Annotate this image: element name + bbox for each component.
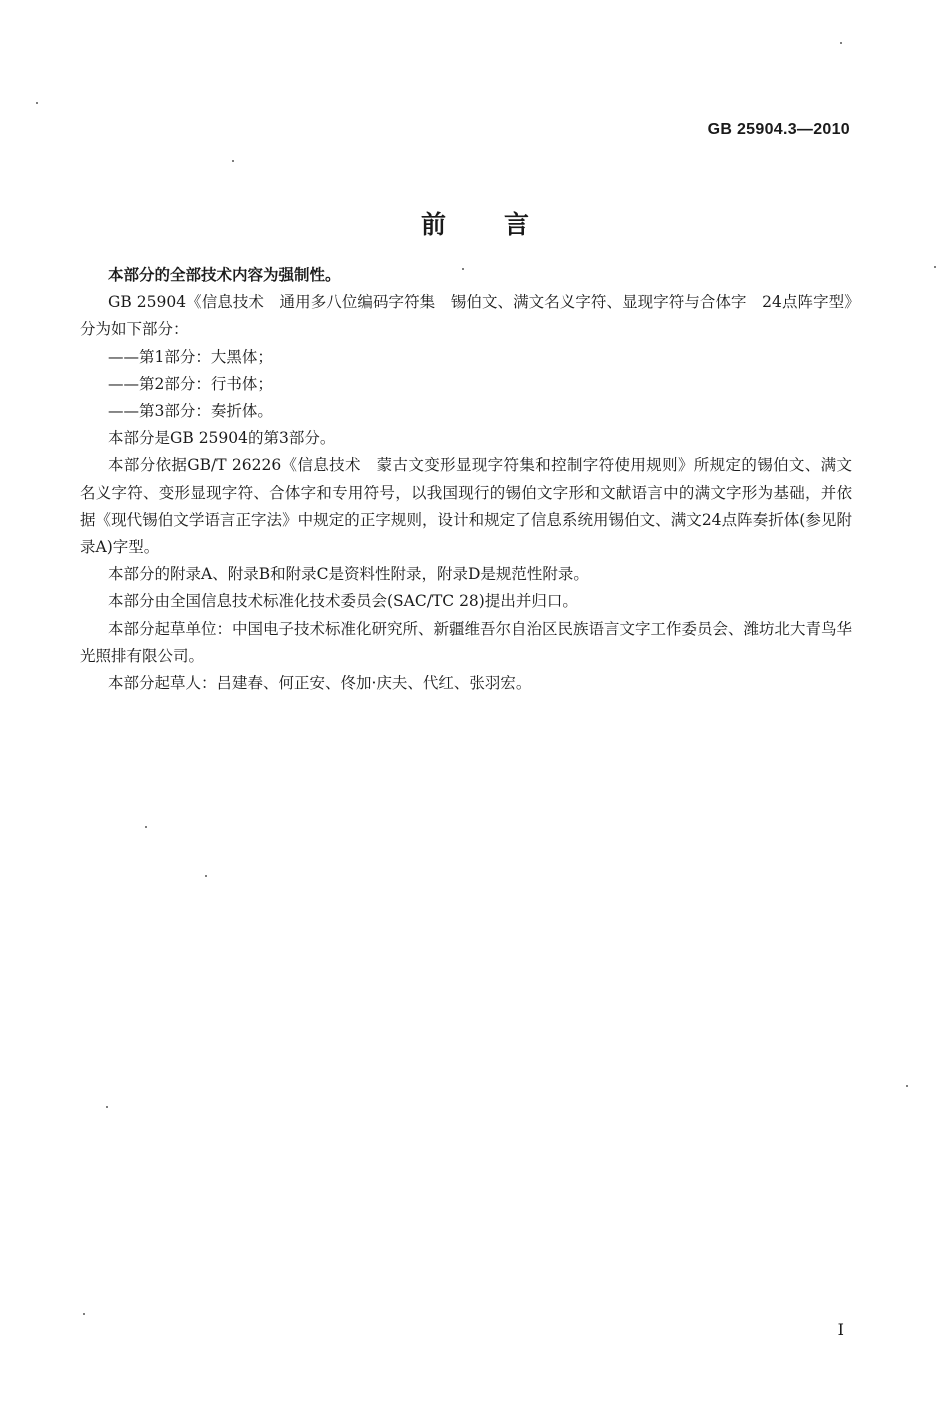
part-list-item: ——第3部分：奏折体。 bbox=[108, 402, 273, 421]
drafting-units-paragraph: 本部分起草单位：中国电子技术标准化研究所、新疆维吾尔自治区民族语言文字工作委员会、潍坊北大青鸟华光照排有限公司。 bbox=[80, 619, 853, 665]
scan-speck bbox=[106, 1106, 108, 1108]
standard-structure-paragraph: GB 25904《信息技术 通用多八位编码字符集 锡伯文、满文名义字符、显现字符与合体字 24点阵字型》分为如下部分： bbox=[80, 293, 852, 339]
proposer-paragraph: 本部分由全国信息技术标准化技术委员会(SAC/TC 28)提出并归口。 bbox=[108, 592, 578, 611]
annex-paragraph: 本部分的附录A、附录B和附录C是资料性附录，附录D是规范性附录。 bbox=[108, 565, 589, 584]
part-list-item: ——第2部分：行书体； bbox=[108, 374, 273, 393]
scan-speck bbox=[934, 266, 936, 268]
scan-speck bbox=[36, 102, 38, 104]
scan-speck bbox=[906, 1085, 908, 1087]
foreword-body bbox=[80, 262, 852, 697]
part-list-item: ——第1部分：大黑体； bbox=[108, 347, 273, 366]
mandatory-statement: 本部分的全部技术内容为强制性。 bbox=[108, 266, 341, 284]
page-number: I bbox=[837, 1320, 844, 1339]
standard-number: GB 25904.3—2010 bbox=[707, 121, 850, 138]
page-title: 前言 bbox=[420, 210, 587, 239]
basis-paragraph: 本部分依据GB/T 26226《信息技术 蒙古文变形显现字符集和控制字符使用规则》所规定的锡伯文、满文名义字符、变形显现字符、合体字和专用符号，以我国现行的锡伯文字形和文献语言中的满文字形为基础，并依据《现代锡伯文学语言正字法》中规定的正字规则，设计和规定了信息系统用锡伯文、满文24点阵奏折体(参见附录A)字型。 bbox=[80, 456, 852, 557]
part-statement: 本部分是GB 25904的第3部分。 bbox=[108, 429, 336, 448]
scan-speck bbox=[83, 1313, 85, 1315]
drafters-paragraph: 本部分起草人：吕建春、何正安、佟加·庆夫、代红、张羽宏。 bbox=[108, 674, 532, 693]
scan-speck bbox=[205, 875, 207, 877]
scan-speck bbox=[232, 160, 234, 162]
scan-speck bbox=[462, 268, 464, 270]
scan-speck bbox=[145, 826, 147, 828]
scan-speck bbox=[840, 42, 842, 44]
